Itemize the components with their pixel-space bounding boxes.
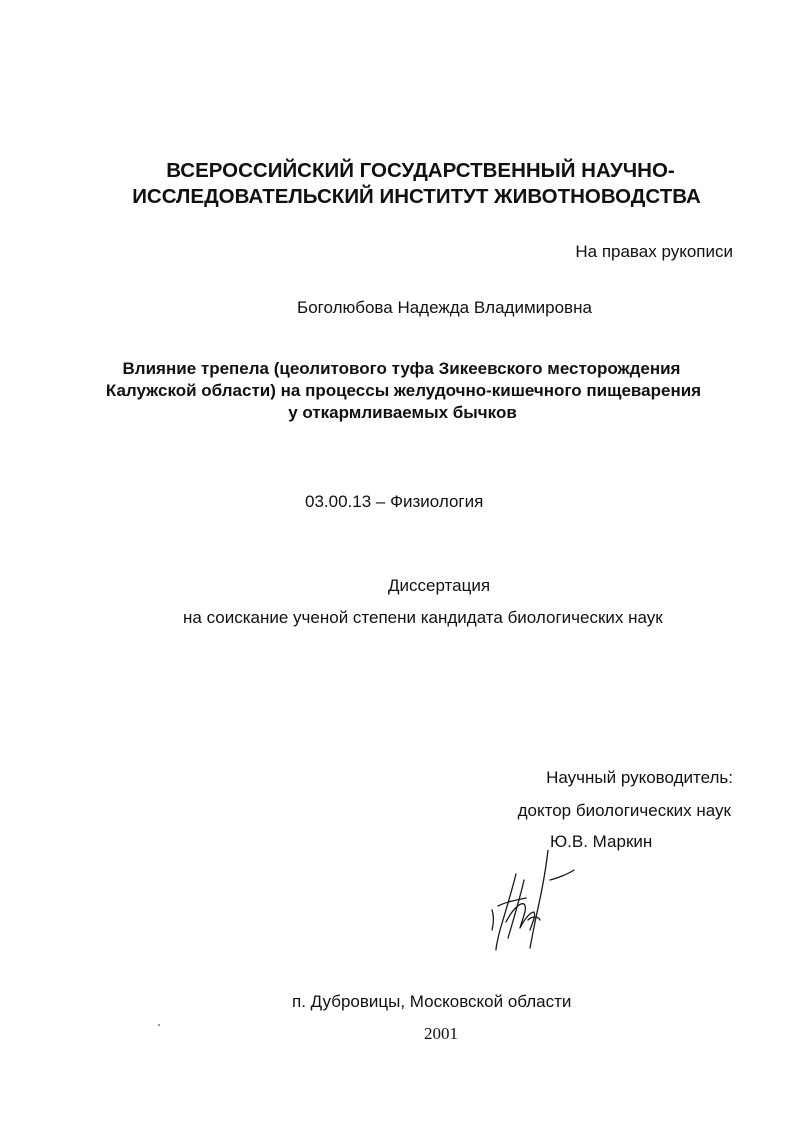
institute-line-2: ИССЛЕДОВАТЕЛЬСКИЙ ИНСТИТУТ ЖИВОТНОВОДСТВА — [132, 185, 701, 208]
institute-name — [0, 158, 793, 210]
author-name: Боголюбова Надежда Владимировна — [297, 298, 592, 317]
manuscript-rights: На правах рукописи — [575, 242, 733, 261]
title-line-2: Калужской области) на процессы желудочно-кишечного пищеварения — [105, 381, 702, 400]
publication-year: 2001 — [424, 1024, 458, 1043]
supervisor-name: Ю.В. Маркин — [550, 832, 653, 851]
title-line-1: Влияние трепела (цеолитового туфа Зикеевского месторождения — [122, 359, 681, 378]
title-line-3: у откармливаемых бычков — [288, 403, 517, 422]
institute-line-1: ВСЕРОССИЙСКИЙ ГОСУДАРСТВЕННЫЙ НАУЧНО- — [166, 159, 675, 182]
scan-speck — [158, 1024, 160, 1026]
dissertation-degree: на соискание ученой степени кандидата биологических наук — [183, 608, 663, 627]
supervisor-label: Научный руководитель: — [546, 768, 733, 787]
dissertation-title — [0, 358, 793, 424]
place-of-publication: п. Дубровицы, Московской области — [292, 992, 572, 1011]
dissertation-type: Диссертация — [388, 576, 491, 595]
specialty-code: 03.00.13 – Физиология — [305, 492, 484, 511]
handwritten-signature-icon — [476, 850, 586, 960]
supervisor-degree: доктор биологических наук — [517, 801, 731, 820]
